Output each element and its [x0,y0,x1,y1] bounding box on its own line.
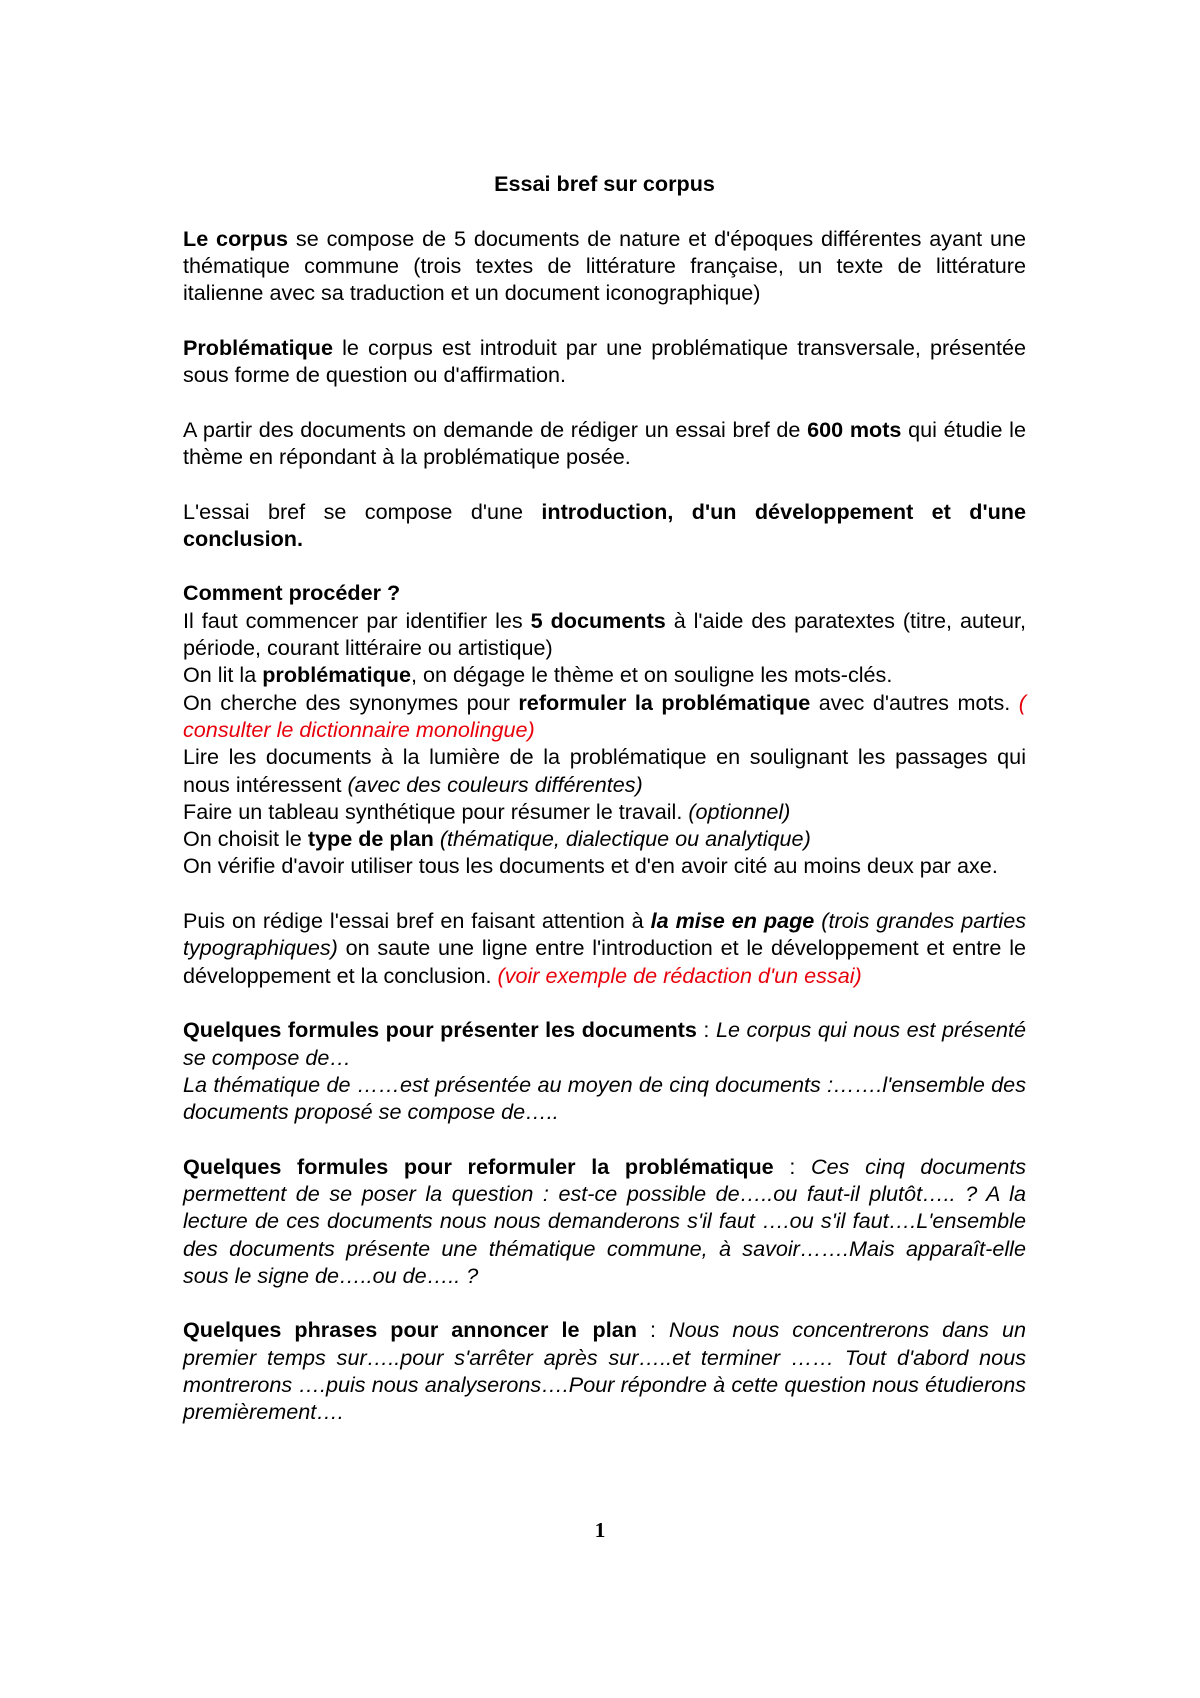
problematique-text: le corpus est introduit par une problématique transversale, présentée sous forme de question ou d'affirmation. [183,334,1026,388]
formules-presenter-label: Quelques formules pour présenter les documents [183,1017,697,1043]
step-summary-table: Faire un tableau synthétique pour résumer le travail. (optionnel) [183,798,791,824]
composition-paragraph [183,498,1026,553]
formules-reformuler-text: Ces cinq documents permettent de se poser la question : est-ce possible de…..ou faut-il plutôt….. ? A la lecture de ces documents nous nous demanderons s'il faut ….ou s'il faut….L'ensemble des documents présente une thématique commune, à savoir…….Mais apparaît-elle sous le signe de…..ou de….. ? [183,1153,1027,1288]
page-title: Essai bref sur corpus [494,171,715,196]
page-number: 1 [594,1518,606,1542]
step-verify-documents: On vérifie d'avoir utiliser tous les documents et d'en avoir cité au moins deux par axe. [183,853,998,879]
essai-text-after: qui étudie le thème en répondant à la problématique posée. [183,416,1026,469]
step-choose-plan: On choisit le type de plan (thématique, dialectique ou analytique) [183,826,811,852]
dictionary-note: ( consulter le dictionnaire monolingue) [183,689,1026,742]
comment-proceder-heading: Comment procéder ? [183,580,401,606]
formules-presenter-text-2: La thématique de ……est présentée au moyen de cinq documents :…….l'ensemble des documents proposé se compose de….. [183,1071,1026,1125]
formules-presenter-text: Le corpus qui nous est présenté se compose de… [183,1017,1027,1070]
example-note: (voir exemple de rédaction d'un essai) [497,962,862,988]
step-read-documents: Lire les documents à la lumière de la problématique en soulignant les passages qui nous intéressent (avec des couleurs différentes) [183,744,1026,797]
comment-proceder-section [183,579,1026,879]
phrases-plan-text: Nous nous concentrerons dans un premier temps sur…..pour s'arrêter après sur…..et terminer …… Tout d'abord nous montrerons ….puis nous analyserons….Pour répondre à cette question nous étudierons premièrement…. [183,1317,1027,1425]
step-identify-documents: Il faut commencer par identifier les 5 documents à l'aide des paratextes (titre, auteur, période, courant littéraire ou artistique) [183,607,1026,661]
redaction-paragraph: Puis on rédige l'essai bref en faisant attention à la mise en page (trois grandes parties typographiques) on saute une ligne entre l'introduction et le développement et entre le développement et la conclusion. (voir exemple de rédaction d'un essai) [183,908,1027,988]
formules-reformuler-paragraph: Quelques formules pour reformuler la problématique : Ces cinq documents permettent de se poser la question : est-ce possible de…..ou faut-il plutôt….. ? A la lecture de ces documents nous nous demanderons s'il faut ….ou s'il faut….L'ensemble des documents présente une thématique commune, à savoir…….Mais apparaît-elle sous le signe de…..ou de….. ? [183,1153,1027,1288]
essai-word-count: 600 mots [807,416,902,442]
corpus-label: Le corpus [183,225,289,251]
problematique-label: Problématique [183,334,333,360]
phrases-plan-label: Quelques phrases pour annoncer le plan [183,1317,637,1343]
phrases-plan-paragraph: Quelques phrases pour annoncer le plan : Nous nous concentrerons dans un premier temps sur…..pour s'arrêter après sur…..et terminer …… Tout d'abord nous montrerons ….puis nous analyserons….Pour répondre à cette question nous étudierons premièrement…. [183,1317,1027,1425]
corpus-text: se compose de 5 documents de nature et d'époques différentes ayant une thématique commune (trois textes de littérature française, un texte de littérature italienne avec sa traduction et un document iconographique) [183,225,1026,306]
step-reformulate: On cherche des synonymes pour reformuler la problématique avec d'autres mots. ( consulter le dictionnaire monolingue) [183,689,1026,742]
step-read-problematique: On lit la problématique, on dégage le thème et on souligne les mots-clés. [183,662,893,688]
corpus-paragraph [183,225,1026,307]
composition-text: L'essai bref se compose d'une [183,498,542,524]
formules-reformuler-label: Quelques formules pour reformuler la problématique [183,1153,774,1179]
essai-text-before: A partir des documents on demande de rédiger un essai bref de [183,416,808,442]
mise-en-page-label: la mise en page [650,908,815,934]
problematique-paragraph [183,334,1026,389]
formules-presenter-paragraph: Quelques formules pour présenter les documents : Le corpus qui nous est présenté se compose de… La thématique de ……est présentée au moyen de cinq documents :…….l'ensemble des documents proposé se compose de….. [183,1017,1027,1125]
document-body [183,170,1026,1453]
composition-parts: introduction, d'un développement et d'une conclusion. [183,498,1026,551]
essai-paragraph [183,416,1026,471]
